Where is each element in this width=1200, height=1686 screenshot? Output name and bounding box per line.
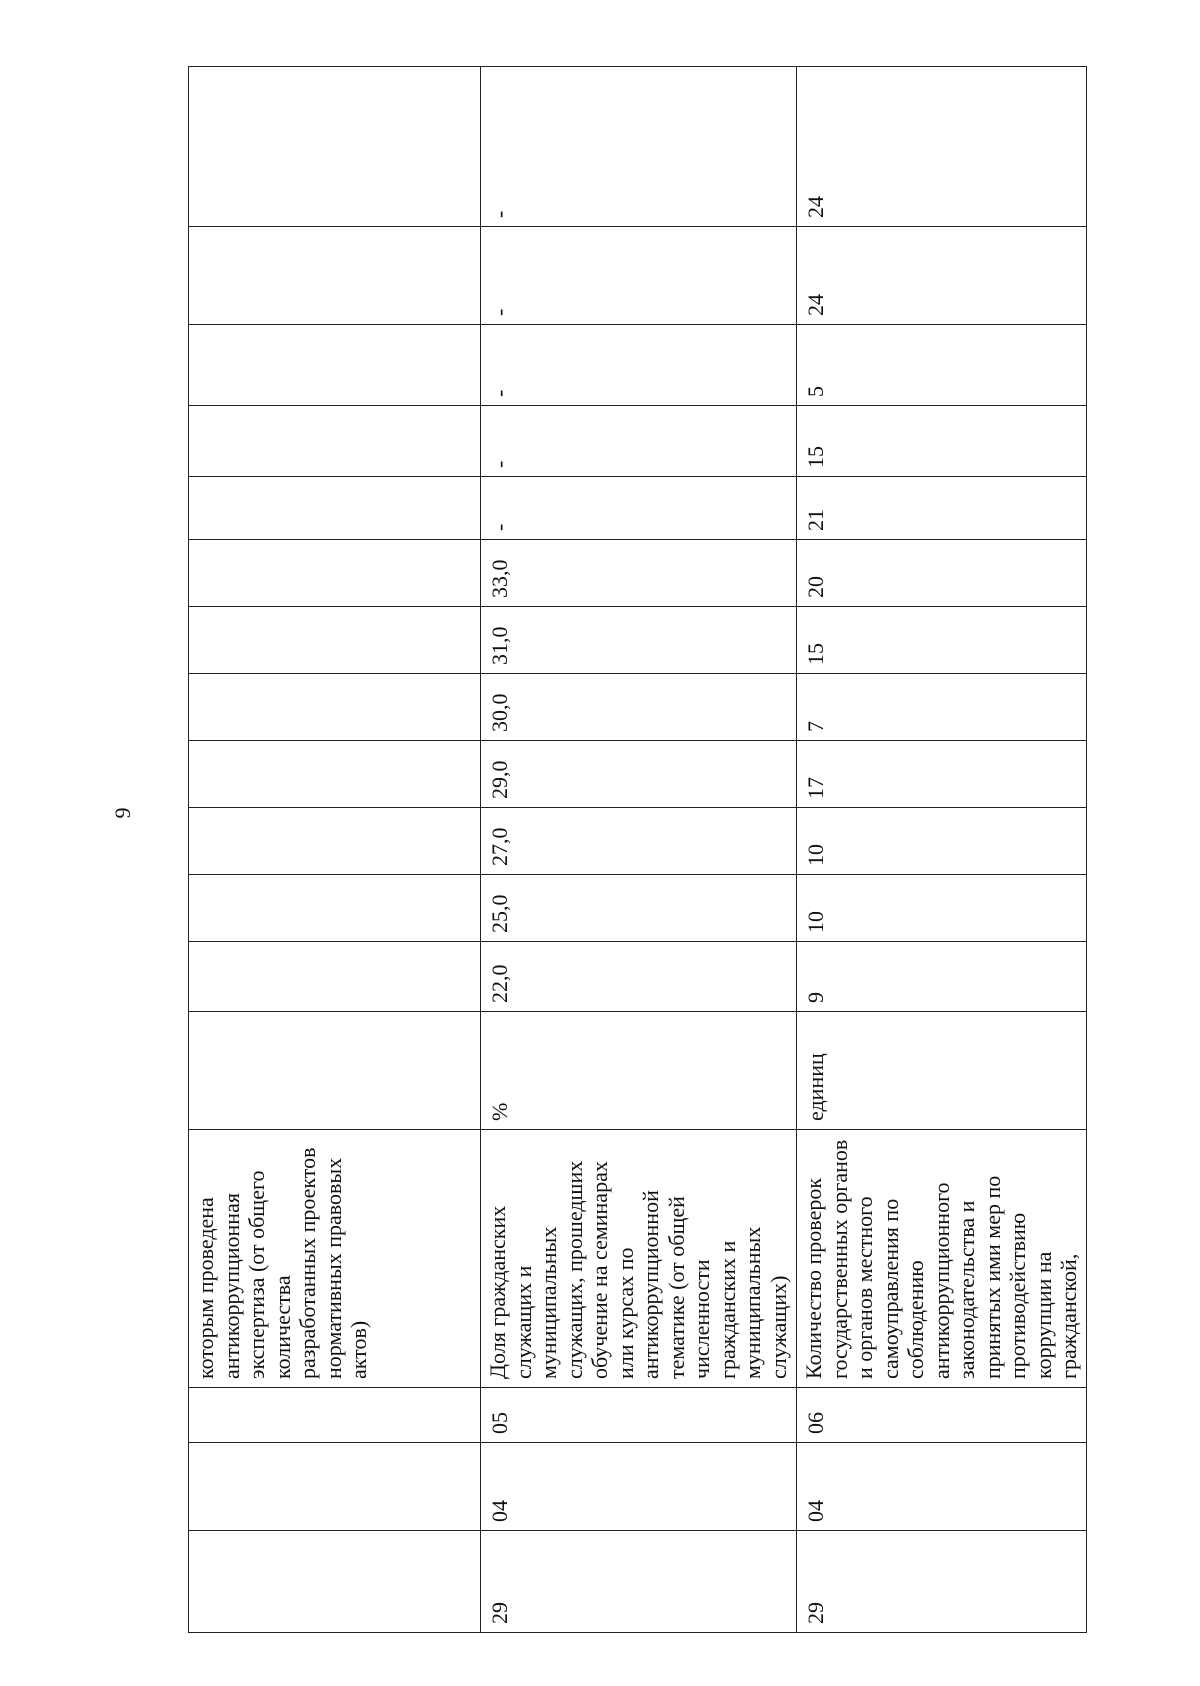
value-cell: 22,0: [481, 942, 797, 1012]
value-cell: [189, 540, 481, 607]
indicator-description-cell: которым проведена антикоррупционная экспертиза (от общего количества разработанных проектов нормативных правовых актов): [189, 1130, 481, 1388]
value-cell: -: [481, 67, 797, 227]
rotated-table-container: [188, 67, 1081, 1633]
value-cell: 21: [797, 477, 1087, 540]
code-subprogram-cell: [189, 1443, 481, 1531]
value-cell: 7: [797, 674, 1087, 741]
code-indicator-cell: 06: [797, 1388, 1087, 1443]
value-cell: 27,0: [481, 808, 797, 875]
value-cell: -: [481, 406, 797, 477]
code-indicator-cell: [189, 1388, 481, 1443]
table-body: [189, 67, 1087, 1633]
value-cell: 5: [797, 325, 1087, 406]
value-cell: [189, 942, 481, 1012]
value-cell: 25,0: [481, 875, 797, 942]
unit-cell: [189, 1012, 481, 1130]
indicator-description-cell: Количество проверок государственных органов и органов местного самоуправления по соблюдению антикоррупционного законодательства и принятых ими мер по противодействию коррупции на гражданской,: [797, 1130, 1087, 1388]
value-cell: 10: [797, 875, 1087, 942]
code-program-cell: [189, 1531, 481, 1633]
value-cell: 24: [797, 67, 1087, 227]
value-cell: [189, 741, 481, 808]
indicator-table: [188, 66, 1087, 1633]
value-cell: [189, 808, 481, 875]
value-cell: 17: [797, 741, 1087, 808]
value-cell: 9: [797, 942, 1087, 1012]
table-row: [189, 67, 481, 1633]
value-cell: [189, 477, 481, 540]
code-program-cell: 29: [481, 1531, 797, 1633]
page-number: 9: [110, 807, 135, 819]
value-cell: 31,0: [481, 607, 797, 674]
value-cell: 30,0: [481, 674, 797, 741]
code-subprogram-cell: 04: [481, 1443, 797, 1531]
unit-cell: %: [481, 1012, 797, 1130]
value-cell: 15: [797, 607, 1087, 674]
value-cell: -: [481, 477, 797, 540]
value-cell: [189, 227, 481, 325]
value-cell: [189, 875, 481, 942]
value-cell: 15: [797, 406, 1087, 477]
table-row: [797, 67, 1087, 1633]
value-cell: [189, 674, 481, 741]
value-cell: 10: [797, 808, 1087, 875]
value-cell: 33,0: [481, 540, 797, 607]
table-row: [481, 67, 797, 1633]
value-cell: -: [481, 325, 797, 406]
value-cell: 24: [797, 227, 1087, 325]
value-cell: 29,0: [481, 741, 797, 808]
value-cell: [189, 406, 481, 477]
code-indicator-cell: 05: [481, 1388, 797, 1443]
indicator-description-cell: Доля гражданских служащих и муниципальных служащих, прошедших обучение на семинарах или курсах по антикоррупционной тематике (от общей численности гражданских и муниципальных служащих): [481, 1130, 797, 1388]
value-cell: [189, 325, 481, 406]
code-program-cell: 29: [797, 1531, 1087, 1633]
code-subprogram-cell: 04: [797, 1443, 1087, 1531]
value-cell: [189, 67, 481, 227]
unit-cell: единиц: [797, 1012, 1087, 1130]
value-cell: [189, 607, 481, 674]
value-cell: 20: [797, 540, 1087, 607]
value-cell: -: [481, 227, 797, 325]
